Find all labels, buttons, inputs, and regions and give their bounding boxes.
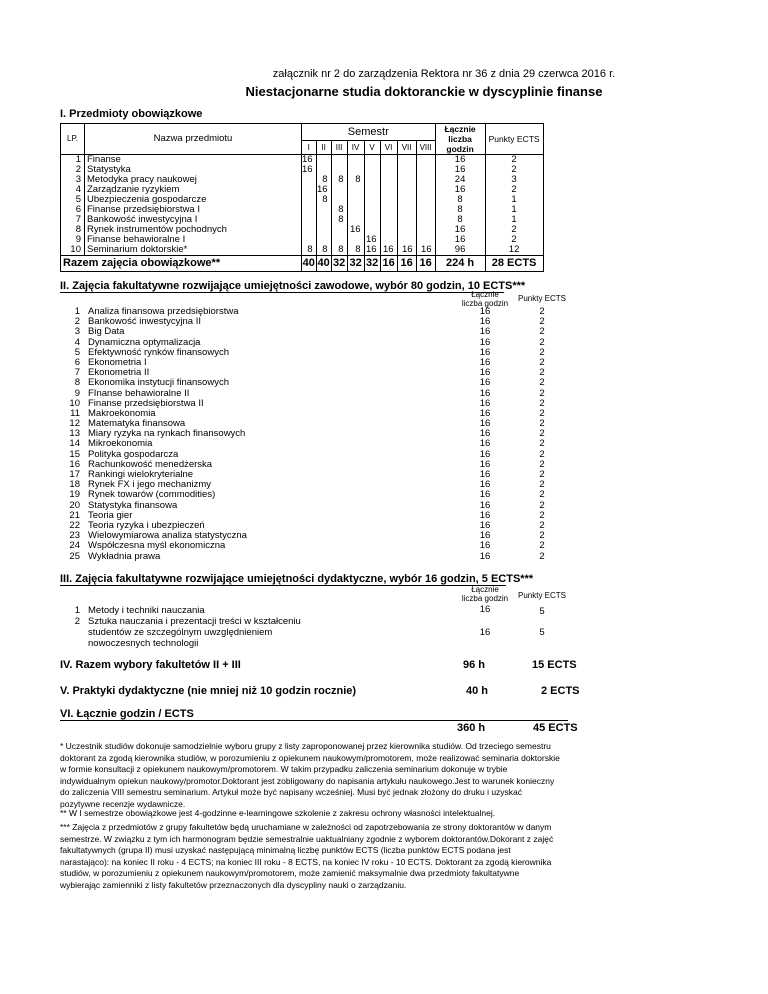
document-title: Niestacjonarne studia doktoranckie w dyscyplinie finanse bbox=[245, 84, 603, 99]
item-name: Big Data bbox=[88, 326, 125, 338]
item-ects: 2 bbox=[539, 509, 545, 521]
row-sem-3: 8 bbox=[331, 215, 347, 225]
row-sem-8 bbox=[416, 225, 435, 235]
section5-ects: 2 ECTS bbox=[541, 685, 580, 697]
row-sem-7 bbox=[397, 175, 416, 185]
sum-sem-3: 32 bbox=[331, 256, 347, 272]
item-total: 16 bbox=[479, 336, 491, 348]
row-ects: 1 bbox=[485, 215, 543, 225]
item-total: 16 bbox=[479, 509, 491, 521]
row-ects: 3 bbox=[485, 175, 543, 185]
item-ects: 2 bbox=[539, 438, 545, 450]
item-lp: 21 bbox=[69, 509, 80, 521]
row-sem-8 bbox=[416, 215, 435, 225]
row-total: 16 bbox=[435, 235, 485, 245]
item-lp: 22 bbox=[69, 519, 80, 531]
list-item bbox=[60, 317, 580, 327]
sum-ects: 28 ECTS bbox=[485, 256, 543, 272]
item-lp: 25 bbox=[69, 550, 80, 562]
item-name: Rachunkowość menedżerska bbox=[88, 458, 213, 470]
col-name: Nazwa przedmiotu bbox=[85, 124, 302, 155]
semester-header-4: IV bbox=[347, 141, 364, 155]
row-name: Statystyka bbox=[85, 165, 302, 175]
sum-total: 224 h bbox=[435, 256, 485, 272]
row-ects: 2 bbox=[485, 235, 543, 245]
item-lp: 10 bbox=[69, 397, 80, 409]
item-name: Wielowymiarowa analiza statystyczna bbox=[88, 530, 247, 542]
row-sem-2 bbox=[316, 155, 331, 166]
row-sem-3: 8 bbox=[331, 175, 347, 185]
item-lp: 11 bbox=[70, 407, 80, 419]
item-name: Wykładnia prawa bbox=[88, 550, 161, 562]
item-lp: 17 bbox=[69, 469, 80, 480]
row-sem-2 bbox=[316, 215, 331, 225]
row-name: Rynek instrumentów pochodnych bbox=[85, 225, 302, 235]
row-total: 16 bbox=[435, 185, 485, 195]
row-lp: 3 bbox=[61, 175, 85, 185]
item-name: Finanse przedsiębiorstwa II bbox=[88, 397, 204, 409]
row-sem-7 bbox=[397, 215, 416, 225]
row-sem-7 bbox=[397, 225, 416, 235]
row-sem-1: 16 bbox=[302, 165, 317, 175]
item-ects: 2 bbox=[539, 356, 545, 368]
section5-total: 40 h bbox=[466, 685, 489, 697]
list-item bbox=[60, 378, 580, 388]
item-ects: 2 bbox=[539, 336, 545, 348]
item-name: Ekonometria II bbox=[88, 367, 150, 379]
row-sem-5 bbox=[364, 195, 380, 205]
item-lp: 8 bbox=[74, 377, 80, 389]
row-sem-6 bbox=[380, 175, 397, 185]
item-total: 16 bbox=[479, 499, 491, 511]
item-ects: 2 bbox=[539, 346, 545, 358]
semester-header-1: I bbox=[302, 141, 317, 155]
item-ects: 2 bbox=[539, 550, 545, 562]
section2-title: II. Zajęcia fakultatywne rozwijające umiejętności zawodowe, wybór 80 godzin, 10 ECTS*** bbox=[60, 280, 526, 292]
row-sem-7 bbox=[397, 155, 416, 166]
item-name: Makroekonomia bbox=[88, 407, 156, 419]
item-total: 16 bbox=[479, 448, 491, 460]
row-total: 8 bbox=[435, 205, 485, 215]
item-lp: 14 bbox=[69, 438, 80, 450]
row-sem-5 bbox=[364, 155, 380, 166]
row-sem-1 bbox=[302, 205, 317, 215]
s3-row2-name: Sztuka nauczania i prezentacji treści w kształceniu studentów ze szczególnym uwzględnieniem nowoczesnych technologii bbox=[88, 616, 301, 649]
row-ects: 2 bbox=[485, 185, 543, 195]
section4-title: IV. Razem wybory fakultetów II + III bbox=[60, 659, 241, 671]
row-total: 8 bbox=[435, 215, 485, 225]
section4-total: 96 h bbox=[463, 659, 486, 671]
item-ects: 2 bbox=[539, 479, 545, 491]
row-total: 16 bbox=[435, 225, 485, 235]
item-ects: 2 bbox=[539, 397, 545, 409]
s3-row2-total: 16 bbox=[479, 627, 491, 638]
item-lp: 18 bbox=[69, 479, 80, 491]
row-ects: 2 bbox=[485, 225, 543, 235]
section1-title: I. Przedmioty obowiązkowe bbox=[60, 108, 203, 120]
row-sem-1: 16 bbox=[302, 155, 317, 166]
footnote-3: *** Zajęcia z przedmiotów z grupy fakultetów będą uruchamiane w zależności od zapotrzebowania ze strony doktorantów w danym semestrze. W związku z tym ich harmonogram będzie semestralnie uaktualniany zgodnie z wyborem doktorantów.Dokorant z zajęć fakultatywnych (grupa II) musi uzyskać następującą minimalną liczbę punktów ECTS (liczba punktów ECTS podana jest narastająco): na koniec II roku - 4 ECTS; na koniec III roku - 8 ECTS, na koniec IV roku - 10 ECTS. Doktorant za zgodą kierownika studiów, w porozumieniu z opiekunem naukowym/promotorem, może zamienić maksymalnie dwa przedmioty fakultatywne wybierając zamienniki z listy fakultetów przeznaczonych dla dyscypliny nauki o zarządzaniu. bbox=[60, 822, 554, 890]
item-name: FInanse behawioralne II bbox=[88, 387, 190, 399]
row-sem-2 bbox=[316, 225, 331, 235]
item-total: 16 bbox=[479, 306, 491, 317]
row-sem-2: 8 bbox=[316, 245, 331, 256]
row-sem-5 bbox=[364, 205, 380, 215]
item-ects: 2 bbox=[539, 377, 545, 389]
s3-row1-lp: 1 bbox=[74, 605, 80, 616]
semester-header-5: V bbox=[364, 141, 380, 155]
s3-row1-total: 16 bbox=[479, 604, 491, 615]
section5-title: V. Praktyki dydaktyczne (nie mniej niż 10 godzin rocznie) bbox=[60, 685, 357, 697]
row-total: 16 bbox=[435, 155, 485, 166]
row-sem-5 bbox=[364, 215, 380, 225]
list-item bbox=[60, 501, 580, 511]
sum-sem-8: 16 bbox=[416, 256, 435, 272]
row-sem-8 bbox=[416, 195, 435, 205]
row-lp: 6 bbox=[61, 205, 85, 215]
item-ects: 2 bbox=[539, 326, 545, 338]
item-lp: 24 bbox=[69, 540, 80, 552]
list-item bbox=[60, 541, 580, 551]
row-sem-6 bbox=[380, 225, 397, 235]
row-sem-5: 16 bbox=[364, 235, 380, 245]
row-total: 96 bbox=[435, 245, 485, 256]
item-lp: 5 bbox=[74, 346, 80, 358]
item-lp: 13 bbox=[69, 428, 80, 440]
row-sem-4 bbox=[347, 185, 364, 195]
item-total: 16 bbox=[479, 438, 491, 450]
item-lp: 7 bbox=[74, 367, 80, 379]
sum-sem-5: 32 bbox=[364, 256, 380, 272]
item-ects: 2 bbox=[539, 489, 545, 501]
item-total: 16 bbox=[479, 407, 491, 419]
row-name: Metodyka pracy naukowej bbox=[85, 175, 302, 185]
row-lp: 8 bbox=[61, 225, 85, 235]
col-ects: Punkty ECTS bbox=[485, 124, 543, 155]
item-ects: 2 bbox=[539, 540, 545, 552]
sum-sem-7: 16 bbox=[397, 256, 416, 272]
item-lp: 1 bbox=[74, 306, 80, 317]
item-ects: 2 bbox=[539, 469, 545, 480]
item-total: 16 bbox=[479, 418, 491, 430]
item-total: 16 bbox=[479, 316, 491, 328]
row-sem-2: 16 bbox=[316, 185, 331, 195]
item-name: Efektywność rynków finansowych bbox=[88, 346, 229, 358]
row-sem-2: 8 bbox=[316, 195, 331, 205]
table-row bbox=[61, 245, 544, 256]
row-name: Bankowość inwestycyjna I bbox=[85, 215, 302, 225]
row-lp: 2 bbox=[61, 165, 85, 175]
item-name: Ekonometria I bbox=[88, 356, 147, 368]
item-total: 16 bbox=[479, 346, 491, 358]
row-sem-6: 16 bbox=[380, 245, 397, 256]
row-sem-4 bbox=[347, 205, 364, 215]
item-ects: 2 bbox=[539, 306, 545, 317]
item-total: 16 bbox=[479, 550, 491, 562]
item-total: 16 bbox=[479, 458, 491, 470]
row-sem-6 bbox=[380, 215, 397, 225]
row-sem-7 bbox=[397, 205, 416, 215]
row-total: 16 bbox=[435, 165, 485, 175]
item-total: 16 bbox=[479, 540, 491, 552]
item-name: Mikroekonomia bbox=[88, 438, 153, 450]
section2-col-ects: Punkty ECTS bbox=[517, 294, 566, 303]
item-total: 16 bbox=[479, 397, 491, 409]
row-sem-5 bbox=[364, 165, 380, 175]
mandatory-courses-table bbox=[60, 123, 544, 272]
item-ects: 2 bbox=[539, 499, 545, 511]
item-name: Analiza finansowa przedsiębiorstwa bbox=[88, 306, 239, 317]
item-name: Statystyka finansowa bbox=[88, 499, 178, 511]
row-sem-5: 16 bbox=[364, 245, 380, 256]
row-sem-3: 8 bbox=[331, 205, 347, 215]
row-sem-6 bbox=[380, 195, 397, 205]
row-sem-4: 8 bbox=[347, 245, 364, 256]
item-name: Rynek towarów (commodities) bbox=[88, 489, 216, 501]
row-sem-1 bbox=[302, 175, 317, 185]
section4-ects: 15 ECTS bbox=[532, 659, 577, 671]
item-name: Matematyka finansowa bbox=[88, 418, 186, 430]
item-total: 16 bbox=[479, 377, 491, 389]
item-name: Polityka gospodarcza bbox=[88, 448, 179, 460]
item-ects: 2 bbox=[539, 519, 545, 531]
item-ects: 2 bbox=[539, 367, 545, 379]
row-sem-6 bbox=[380, 205, 397, 215]
semester-header-8: VIII bbox=[416, 141, 435, 155]
row-ects: 1 bbox=[485, 195, 543, 205]
item-total: 16 bbox=[479, 479, 491, 491]
row-sem-7 bbox=[397, 165, 416, 175]
row-name: Finanse bbox=[85, 155, 302, 166]
section2-col-total: Łącznie liczba godzin bbox=[461, 290, 509, 308]
footnote-1: * Uczestnik studiów dokonuje samodzielnie wyboru grupy z listy zaproponowanej przez kierownika studiów. Od trzeciego semestru doktorant za zgodą kierownika studiów, w porozumieniu z opiekunem naukowym/promotorem, może realizować seminaria doktorskie w formie konsultacji z opiekunem naukowym/promotorem. W takim przypadku zaliczenia seminarium dokonuje w trybie indywidualnym opiekun naukowy/promotor.Doktorant jest zobligowany do napisania artykułu naukowego.Jest to warunek konieczny do zaliczenia VIII semestru seminarium. Artykuł może być napisany wcześniej. Musi być jednak złożony do druku i uzyskać pozytywne recenzje wydawnicze. bbox=[60, 741, 560, 809]
row-sem-4 bbox=[347, 195, 364, 205]
section3-title: III. Zajęcia fakultatywne rozwijające umiejętności dydaktyczne, wybór 16 godzin, 5 ECTS*** bbox=[60, 573, 534, 585]
section6-total: 360 h bbox=[457, 722, 486, 734]
item-total: 16 bbox=[479, 530, 491, 542]
row-name: Finanse przedsiębiorstwa I bbox=[85, 205, 302, 215]
item-ects: 2 bbox=[539, 418, 545, 430]
col-lp: LP. bbox=[61, 124, 85, 155]
row-sem-6 bbox=[380, 165, 397, 175]
section6-title: VI. Łącznie godzin / ECTS bbox=[60, 708, 568, 721]
section6-ects: 45 ECTS bbox=[533, 722, 578, 734]
row-name: Seminarium doktorskie* bbox=[85, 245, 302, 256]
item-lp: 16 bbox=[69, 458, 80, 470]
item-total: 16 bbox=[479, 428, 491, 440]
row-lp: 10 bbox=[61, 245, 85, 256]
s3-row1-name: Metody i techniki nauczania bbox=[88, 605, 205, 616]
item-lp: 19 bbox=[69, 489, 80, 501]
row-sem-8 bbox=[416, 205, 435, 215]
item-ects: 2 bbox=[539, 458, 545, 470]
row-name: Ubezpieczenia gospodarcze bbox=[85, 195, 302, 205]
row-sem-8 bbox=[416, 165, 435, 175]
row-name: Finanse behawioralne I bbox=[85, 235, 302, 245]
item-name: Rankingi wielokryterialne bbox=[88, 469, 194, 480]
row-sem-8 bbox=[416, 185, 435, 195]
row-sem-4: 8 bbox=[347, 175, 364, 185]
mandatory-sum-row bbox=[61, 256, 544, 272]
row-ects: 12 bbox=[485, 245, 543, 256]
item-lp: 6 bbox=[74, 356, 80, 368]
semester-header-7: VII bbox=[397, 141, 416, 155]
item-total: 16 bbox=[479, 326, 491, 338]
row-sem-8: 16 bbox=[416, 245, 435, 256]
list-item bbox=[60, 552, 580, 562]
document-subheader: załącznik nr 2 do zarządzenia Rektora nr 36 z dnia 29 czerwca 2016 r. bbox=[272, 68, 616, 80]
semester-header-6: VI bbox=[380, 141, 397, 155]
item-total: 16 bbox=[479, 387, 491, 399]
item-ects: 2 bbox=[539, 387, 545, 399]
row-sem-1 bbox=[302, 195, 317, 205]
item-total: 16 bbox=[479, 519, 491, 531]
row-ects: 2 bbox=[485, 165, 543, 175]
sum-sem-1: 40 bbox=[302, 256, 317, 272]
row-lp: 5 bbox=[61, 195, 85, 205]
item-lp: 4 bbox=[74, 336, 80, 348]
item-lp: 20 bbox=[69, 499, 80, 511]
item-name: Teoria ryzyka i ubezpieczeń bbox=[88, 519, 205, 531]
item-name: Współczesna myśl ekonomiczna bbox=[88, 540, 226, 552]
item-total: 16 bbox=[479, 469, 491, 480]
item-ects: 2 bbox=[539, 407, 545, 419]
row-ects: 1 bbox=[485, 205, 543, 215]
row-sem-1 bbox=[302, 185, 317, 195]
row-sem-4 bbox=[347, 155, 364, 166]
row-sem-7 bbox=[397, 195, 416, 205]
col-semestr: Semestr bbox=[302, 124, 436, 141]
section3-col-total: Łącznie liczba godzin bbox=[461, 585, 509, 603]
item-name: Dynamiczna optymalizacja bbox=[88, 336, 201, 348]
item-name: Ekonomika instytucji finansowych bbox=[88, 377, 229, 389]
item-total: 16 bbox=[479, 367, 491, 379]
item-lp: 23 bbox=[69, 530, 80, 542]
item-lp: 2 bbox=[74, 316, 80, 328]
item-ects: 2 bbox=[539, 428, 545, 440]
item-lp: 12 bbox=[69, 418, 80, 430]
s3-row2-lp: 2 bbox=[74, 616, 80, 627]
row-sem-7 bbox=[397, 185, 416, 195]
row-sem-8 bbox=[416, 175, 435, 185]
row-name: Zarządzanie ryzykiem bbox=[85, 185, 302, 195]
row-sem-2 bbox=[316, 205, 331, 215]
row-sem-3: 8 bbox=[331, 245, 347, 256]
s3-row1-ects: 5 bbox=[539, 606, 545, 617]
row-sem-6 bbox=[380, 155, 397, 166]
elective-professional-list bbox=[60, 307, 580, 562]
row-ects: 2 bbox=[485, 155, 543, 166]
row-total: 8 bbox=[435, 195, 485, 205]
col-total-hours: Łącznie liczba godzin bbox=[435, 124, 485, 155]
row-sem-3 bbox=[331, 225, 347, 235]
sum-label: Razem zajęcia obowiązkowe** bbox=[61, 256, 302, 272]
row-sem-5 bbox=[364, 175, 380, 185]
item-name: Miary ryzyka na rynkach finansowych bbox=[88, 428, 246, 440]
row-total: 24 bbox=[435, 175, 485, 185]
row-sem-7: 16 bbox=[397, 245, 416, 256]
sum-sem-4: 32 bbox=[347, 256, 364, 272]
s3-row2-ects: 5 bbox=[539, 627, 545, 638]
row-sem-1 bbox=[302, 215, 317, 225]
section3-col-ects: Punkty ECTS bbox=[517, 591, 566, 600]
sum-sem-6: 16 bbox=[380, 256, 397, 272]
sum-sem-2: 40 bbox=[316, 256, 331, 272]
row-lp: 9 bbox=[61, 235, 85, 245]
footnote-2: ** W I semestrze obowiązkowe jest 4-godzinne e-learningowe szkolenie z zakresu ochrony własności intelektualnej. bbox=[60, 808, 496, 818]
item-name: Rynek FX i jego mechanizmy bbox=[88, 479, 212, 491]
row-sem-3 bbox=[331, 155, 347, 166]
item-ects: 2 bbox=[539, 530, 545, 542]
item-name: Teoria gier bbox=[88, 509, 133, 521]
row-lp: 1 bbox=[61, 155, 85, 166]
semester-header-2: II bbox=[316, 141, 331, 155]
row-sem-8 bbox=[416, 155, 435, 166]
row-sem-6 bbox=[380, 185, 397, 195]
item-total: 16 bbox=[479, 489, 491, 501]
row-sem-2: 8 bbox=[316, 175, 331, 185]
item-lp: 9 bbox=[74, 387, 80, 399]
row-sem-3 bbox=[331, 185, 347, 195]
item-total: 16 bbox=[479, 356, 491, 368]
row-sem-4: 16 bbox=[347, 225, 364, 235]
row-lp: 4 bbox=[61, 185, 85, 195]
item-lp: 3 bbox=[74, 326, 80, 338]
item-ects: 2 bbox=[539, 316, 545, 328]
item-lp: 15 bbox=[69, 448, 80, 460]
row-sem-1: 8 bbox=[302, 245, 317, 256]
item-name: Bankowość inwestycyjna II bbox=[88, 316, 201, 328]
row-sem-1 bbox=[302, 225, 317, 235]
row-sem-5 bbox=[364, 185, 380, 195]
item-ects: 2 bbox=[539, 448, 545, 460]
row-lp: 7 bbox=[61, 215, 85, 225]
semester-header-3: III bbox=[331, 141, 347, 155]
